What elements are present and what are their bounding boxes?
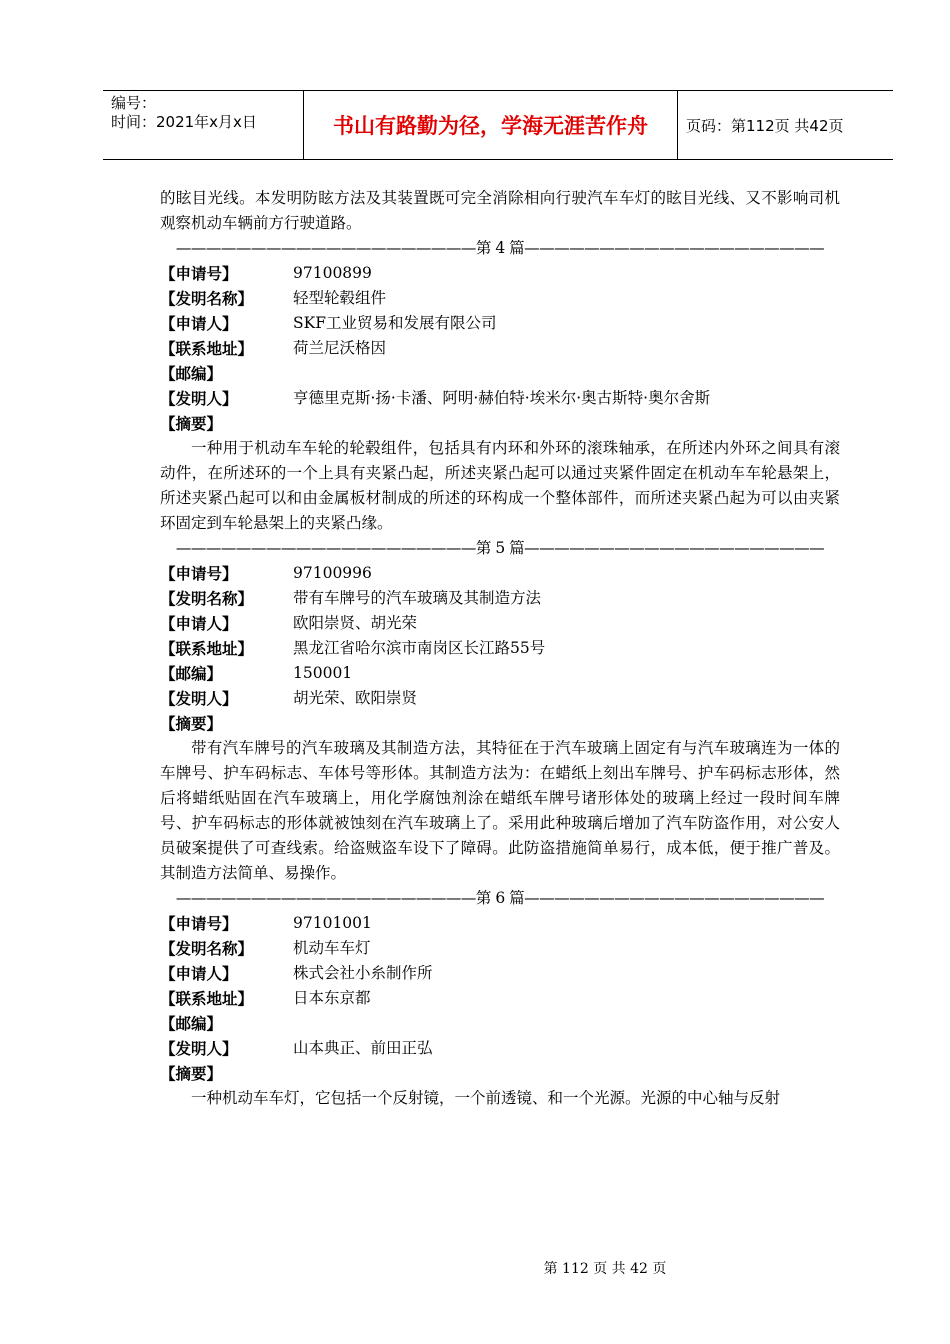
field-row	[160, 286, 840, 311]
field-row	[160, 311, 840, 336]
field-row	[160, 336, 840, 361]
field-row	[160, 936, 840, 961]
field-value: 机动车车灯	[293, 939, 371, 957]
field-label: 【发明人】	[160, 1039, 238, 1058]
abstract-paragraph: 一种机动车车灯，它包括一个反射镜，一个前透镜、和一个光源。光源的中心轴与反射	[191, 1089, 781, 1107]
document-body	[160, 186, 840, 1111]
field-value	[293, 411, 840, 436]
patent-entry	[160, 536, 840, 886]
field-row	[160, 911, 840, 936]
header-table	[103, 90, 893, 160]
field-label: 【发明人】	[160, 389, 238, 408]
field-label: 【申请号】	[160, 564, 238, 583]
field-row	[160, 1036, 840, 1061]
field-value	[293, 1011, 840, 1036]
field-value: 带有车牌号的汽车玻璃及其制造方法	[293, 589, 542, 607]
field-row	[160, 711, 840, 736]
document-time: 时间：2021年x月x日	[111, 113, 257, 131]
field-label: 【联系地址】	[160, 639, 254, 658]
header-motto: 书山有路勤为径，学海无涯苦作舟	[303, 91, 678, 159]
header-meta	[103, 91, 303, 159]
field-value: 荷兰尼沃格因	[293, 339, 387, 357]
field-value: 株式会社小糸制作所	[293, 964, 433, 982]
field-label: 【申请人】	[160, 614, 238, 633]
field-row	[160, 686, 840, 711]
field-value	[293, 1061, 840, 1086]
field-row	[160, 986, 840, 1011]
field-label: 【联系地址】	[160, 339, 254, 358]
field-row	[160, 361, 840, 386]
header-page-info: 页码：第112页 共42页	[686, 116, 844, 135]
field-value: 亨德里克斯·扬·卡潘、阿明·赫伯特·埃米尔·奥古斯特·奥尔舍斯	[293, 389, 711, 407]
field-row	[160, 261, 840, 286]
field-row	[160, 961, 840, 986]
field-label: 【邮编】	[160, 664, 223, 683]
field-value: 黑龙江省哈尔滨市南岗区长江路55号	[293, 639, 546, 657]
entry-separator: ————————————————————第 4 篇————————————————————	[175, 239, 825, 257]
field-value: 欧阳崇贤、胡光荣	[293, 614, 418, 632]
field-label: 【申请人】	[160, 314, 238, 333]
field-label: 【申请号】	[160, 264, 238, 283]
field-value: 日本东京都	[293, 989, 371, 1007]
field-row	[160, 636, 840, 661]
field-row	[160, 1011, 840, 1036]
field-value: 97101001	[293, 914, 372, 932]
field-value: 山本典正、前田正弘	[293, 1039, 433, 1057]
field-label: 【申请人】	[160, 964, 238, 983]
field-label: 【发明名称】	[160, 939, 254, 958]
field-label: 【申请号】	[160, 914, 238, 933]
field-label: 【发明人】	[160, 689, 238, 708]
field-row	[160, 586, 840, 611]
abstract-paragraph: 带有汽车牌号的汽车玻璃及其制造方法，其特征在于汽车玻璃上固定有与汽车玻璃连为一体的车牌号、护车码标志、车体号等形体。其制造方法为：在蜡纸上刻出车牌号、护车码标志形体，然后将蜡纸贴固在汽车玻璃上，用化学腐蚀剂涂在蜡纸车牌号诸形体处的玻璃上经过一段时间车牌号、护车码标志的形体就被蚀刻在汽车玻璃上了。采用此种玻璃后增加了汽车防盗作用，对公安人员破案提供了可查线索。给盗贼盗车设下了障碍。此防盗措施简单易行，成本低，便于推广普及。其制造方法简单、易操作。	[160, 739, 840, 882]
patent-entry	[160, 236, 840, 536]
field-label: 【摘要】	[160, 714, 223, 733]
abstract-paragraph: 一种用于机动车车轮的轮毂组件，包括具有内环和外环的滚珠轴承，在所述内外环之间具有滚动件，在所述环的一个上具有夹紧凸起，所述夹紧凸起可以通过夹紧件固定在机动车车轮悬架上，所述夹紧凸起可以和由金属板材制成的所述的环构成一个整体部件，而所述夹紧凸起为可以由夹紧环固定到车轮悬架上的夹紧凸缘。	[160, 439, 840, 532]
field-label: 【摘要】	[160, 1064, 223, 1083]
field-row	[160, 411, 840, 436]
field-value: 97100996	[293, 564, 372, 582]
entry-separator: ————————————————————第 5 篇————————————————————	[175, 539, 825, 557]
field-label: 【邮编】	[160, 364, 223, 383]
field-row	[160, 386, 840, 411]
field-label: 【发明名称】	[160, 589, 254, 608]
field-value: 胡光荣、欧阳崇贤	[293, 689, 418, 707]
patent-entry	[160, 886, 840, 1111]
intro-paragraph: 的眩目光线。本发明防眩方法及其装置既可完全消除相向行驶汽车车灯的眩目光线、又不影响司机观察机动车辆前方行驶道路。	[160, 189, 840, 232]
field-row	[160, 661, 840, 686]
field-label: 【发明名称】	[160, 289, 254, 308]
field-value: 97100899	[293, 264, 372, 282]
field-value	[293, 361, 840, 386]
field-label: 【联系地址】	[160, 989, 254, 1008]
field-label: 【摘要】	[160, 414, 223, 433]
document-number-label: 编号：	[111, 94, 157, 112]
field-row	[160, 611, 840, 636]
entry-separator: ————————————————————第 6 篇————————————————————	[175, 889, 825, 907]
field-value	[293, 711, 840, 736]
field-value: SKF工业贸易和发展有限公司	[293, 314, 497, 332]
field-row	[160, 1061, 840, 1086]
field-value: 轻型轮毂组件	[293, 289, 387, 307]
page-footer: 第 112 页 共 42 页	[543, 1261, 667, 1277]
field-value: 150001	[293, 664, 353, 682]
field-label: 【邮编】	[160, 1014, 223, 1033]
field-row	[160, 561, 840, 586]
